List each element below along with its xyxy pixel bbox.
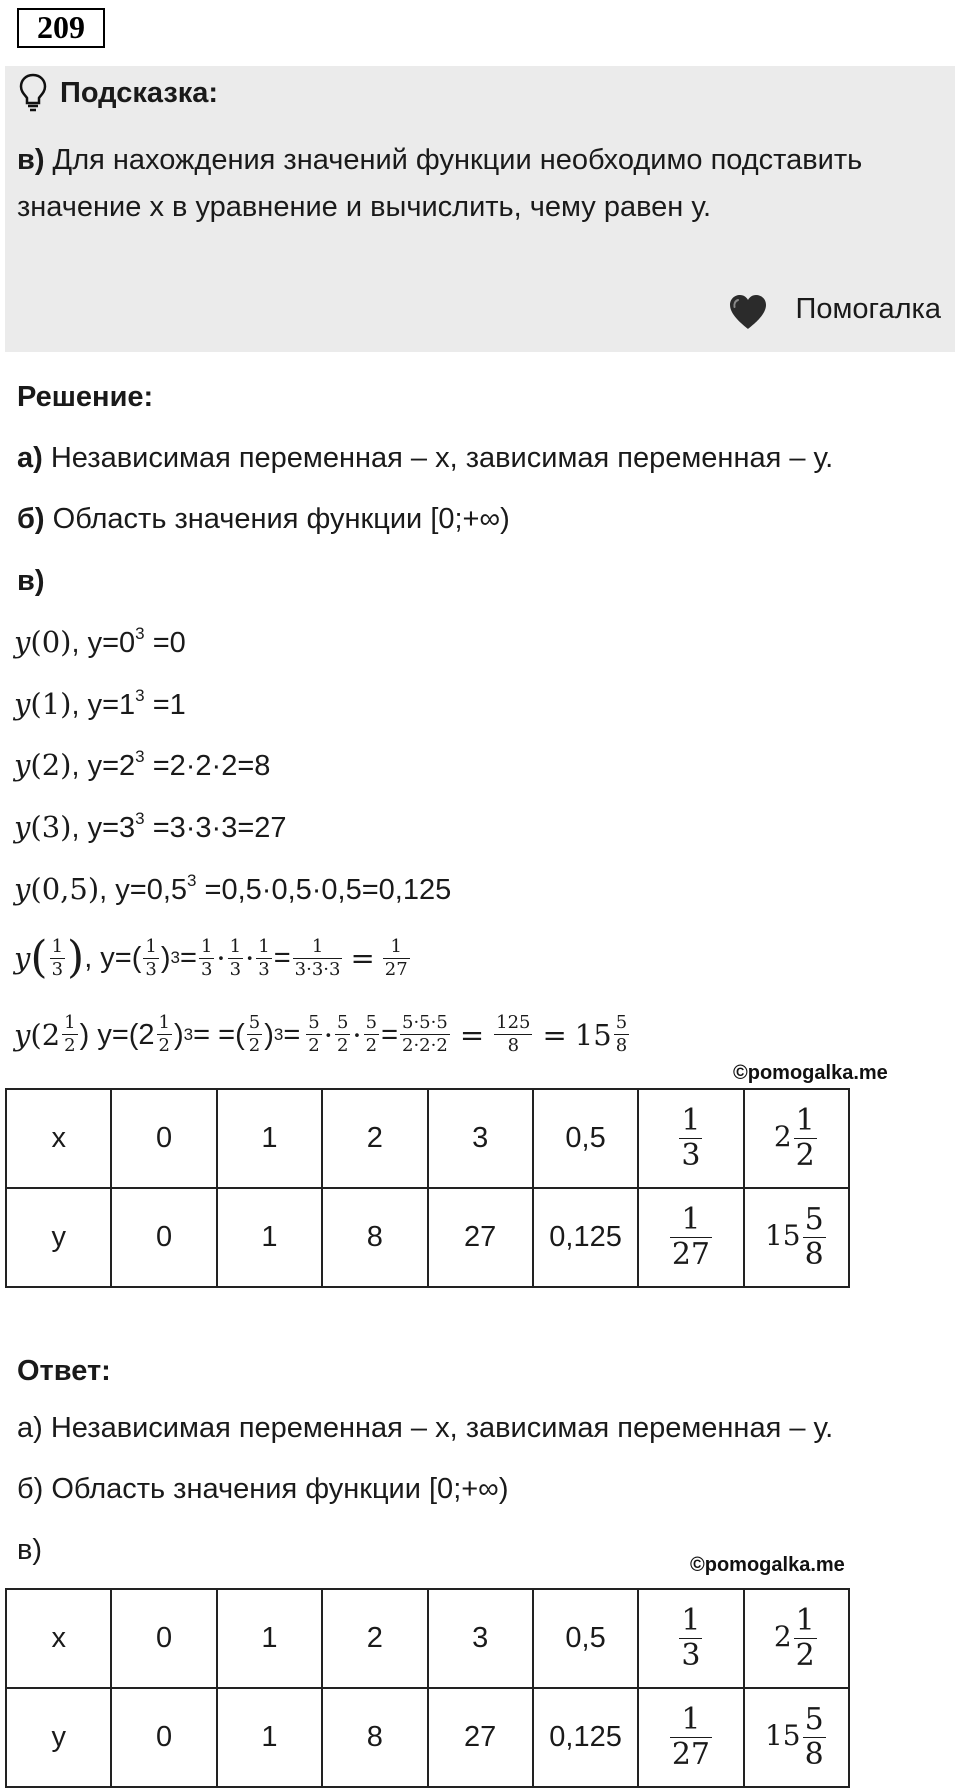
table-cell-mixed: 2 $\frac{1}{2}$ — [744, 1589, 849, 1688]
table-cell: 27 — [428, 1688, 533, 1787]
table-cell: 1 — [217, 1089, 322, 1188]
calc-line-5: y ( $\frac{1}{3}$ ) , y=( $\frac{1}{3}$ ) 3 = $\frac{1}{3}$ · $\frac{1}{3}$ · $\frac{1}{3}$ = $\frac{1}{3\cdot 3\cdot 3}$ = $\frac{1}{27}$ — [14, 932, 408, 983]
table-cell-mixed: 15 $\frac{5}{8}$ — [744, 1688, 849, 1787]
table-cell: 0,125 — [533, 1688, 638, 1787]
table-cell: 0 — [111, 1089, 216, 1188]
table-cell: 1 — [217, 1589, 322, 1688]
table-cell: 1 — [217, 1688, 322, 1787]
table-cell: х — [6, 1589, 111, 1688]
task-number: 209 — [17, 8, 105, 48]
answer-b: б) Область значения функции [0;+∞) — [17, 1473, 509, 1505]
watermark-solution: ©pomogalka.me — [733, 1062, 888, 1084]
hint-title: Подсказка: — [60, 77, 219, 109]
calc-line-4: y(0,5), $y=0,5^3 =0,5\cdot 0,5\cdot 0,5=0,125$ — [14, 871, 452, 906]
solution-values-table — [5, 1088, 850, 1288]
solution-b-label: б) — [17, 503, 45, 535]
answer-c-label: в) — [17, 1534, 43, 1566]
lightbulb-icon — [18, 72, 48, 112]
table-cell: 0,5 — [533, 1089, 638, 1188]
table-cell: у — [6, 1688, 111, 1787]
table-cell-fraction: $\frac{1}{27}$ — [638, 1188, 743, 1287]
table-cell: 1 — [217, 1188, 322, 1287]
hint-label: в) — [17, 144, 45, 176]
solution-a — [17, 440, 833, 476]
table-cell-mixed: 2 $\frac{1}{2}$ — [744, 1089, 849, 1188]
table-cell: 0 — [111, 1589, 216, 1688]
table-cell: 0 — [111, 1688, 216, 1787]
hint-brand: Помогалка — [795, 293, 941, 325]
table-cell-fraction: $\frac{1}{3}$ — [638, 1589, 743, 1688]
hint-body: Для нахождения значений функции необходимо подставить значение х в уравнение и вычислить, чему равен у. — [17, 144, 863, 223]
table-cell: х — [6, 1089, 111, 1188]
hint-text — [17, 137, 947, 231]
table-cell: 2 — [322, 1589, 427, 1688]
table-cell: 3 — [428, 1589, 533, 1688]
calc-line-0: y(0), $y=0^3 =0$ — [14, 624, 186, 659]
answer-values-table — [5, 1588, 850, 1788]
table-cell: 3 — [428, 1089, 533, 1188]
table-cell: 8 — [322, 1688, 427, 1787]
calc-line-2: y(2), $y=2^3 =2\cdot 2\cdot 2=8$ — [14, 747, 271, 782]
table-cell-fraction: $\frac{1}{27}$ — [638, 1688, 743, 1787]
table-cell: 8 — [322, 1188, 427, 1287]
table-cell: 0,5 — [533, 1589, 638, 1688]
calc-line-6: y (2 $\frac{1}{2}$ ) y=(2 $\frac{1}{2}$ ) 3 = =( $\frac{5}{2}$ ) 3 = $\frac{5}{2}$ · $\frac{5}{2}$ · $\frac{5}{2}$ = $\frac{5\cdot 5\cdot 5}{2\cdot 2\cdot 2}$ = $\frac{125}{8}$ = 15 $\frac{5}{8}$ — [14, 1012, 628, 1056]
table-row-x — [6, 1089, 849, 1188]
table-cell: у — [6, 1188, 111, 1287]
calc-line-3: y(3), $y=3^3 =3\cdot 3\cdot 3=27$ — [14, 809, 287, 844]
table-row-x — [6, 1589, 849, 1688]
solution-a-label: а) — [17, 442, 43, 474]
solution-a-text: Независимая переменная – х, зависимая переменная – у. — [42, 442, 834, 474]
answer-a: а) Независимая переменная – х, зависимая переменная – у. — [17, 1412, 834, 1444]
table-row-y — [6, 1688, 849, 1787]
table-cell: 2 — [322, 1089, 427, 1188]
answer-title: Ответ: — [17, 1355, 111, 1387]
solution-c-label: в) — [17, 565, 45, 597]
table-cell-mixed: 15 $\frac{5}{8}$ — [744, 1188, 849, 1287]
solution-b — [17, 501, 510, 537]
solution-b-text: Область значения функции [0;+∞) — [44, 503, 510, 535]
watermark-answer: ©pomogalka.me — [690, 1554, 845, 1576]
calc-line-1: y(1), $y=1^3 =1$ — [14, 686, 186, 721]
table-cell-fraction: $\frac{1}{3}$ — [638, 1089, 743, 1188]
table-cell: 0 — [111, 1188, 216, 1287]
heart-icon — [727, 293, 769, 331]
table-row-y — [6, 1188, 849, 1287]
solution-title: Решение: — [17, 381, 154, 413]
table-cell: 27 — [428, 1188, 533, 1287]
table-cell: 0,125 — [533, 1188, 638, 1287]
